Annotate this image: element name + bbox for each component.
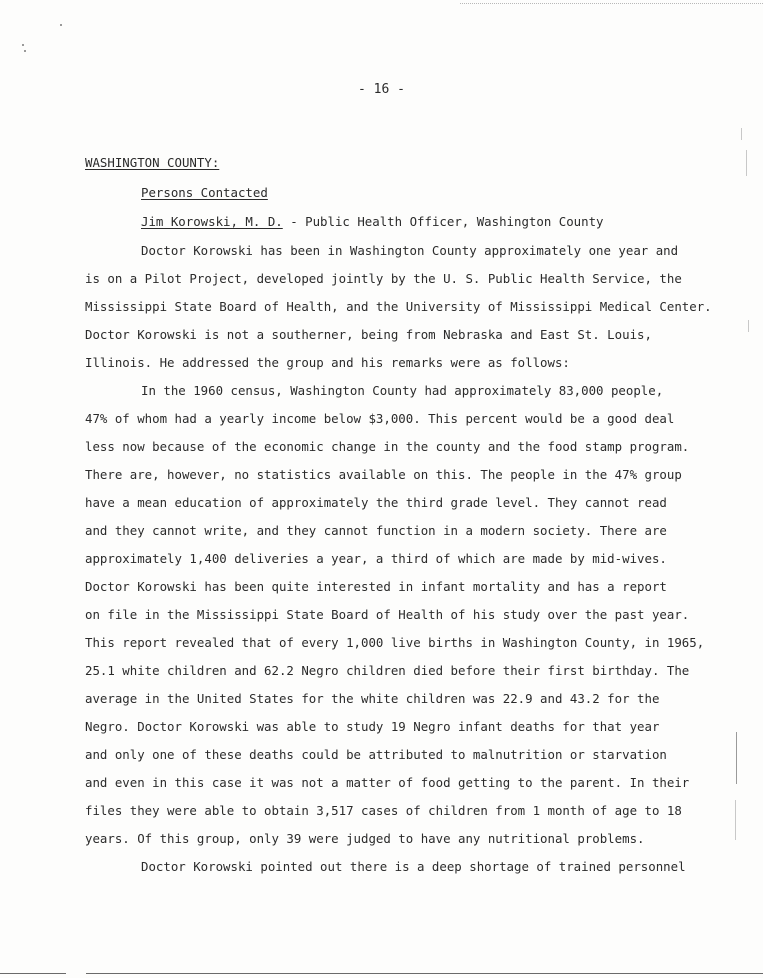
contact-description: - Public Health Officer, Washington County bbox=[282, 214, 604, 229]
body-text bbox=[85, 237, 712, 881]
text-line: on file in the Mississippi State Board of Health of his study over the past year. bbox=[85, 607, 690, 622]
text-line: files they were able to obtain 3,517 cases of children from 1 month of age to 18 bbox=[85, 803, 682, 818]
bottom-rule-left bbox=[0, 973, 66, 974]
text-line: 47% of whom had a yearly income below $3,000. This percent would be a good deal bbox=[85, 411, 675, 426]
section-heading: WASHINGTON COUNTY: bbox=[85, 155, 220, 170]
text-line: and they cannot write, and they cannot function in a modern society. There are bbox=[85, 523, 667, 538]
margin-mark bbox=[746, 150, 747, 176]
contact-line bbox=[141, 214, 604, 230]
text-line: approximately 1,400 deliveries a year, a third of which are made by mid-wives. bbox=[85, 551, 667, 566]
margin-mark bbox=[735, 800, 736, 840]
text-line: Doctor Korowski has been in Washington County approximately one year and bbox=[141, 243, 679, 258]
text-line: This report revealed that of every 1,000 live births in Washington County, in 1965, bbox=[85, 635, 705, 650]
page-number: - 16 - bbox=[358, 82, 405, 97]
text-line: Illinois. He addressed the group and his remarks were as follows: bbox=[85, 355, 570, 370]
text-line: and even in this case it was not a matter of food getting to the parent. In their bbox=[85, 775, 690, 790]
top-edge-dots bbox=[460, 3, 763, 4]
text-line: Doctor Korowski has been quite interested in infant mortality and has a report bbox=[85, 579, 667, 594]
text-line: Negro. Doctor Korowski was able to study 19 Negro infant deaths for that year bbox=[85, 719, 660, 734]
margin-mark bbox=[741, 128, 742, 140]
text-line: Doctor Korowski is not a southerner, being from Nebraska and East St. Louis, bbox=[85, 327, 652, 342]
bottom-rule bbox=[86, 973, 763, 974]
text-line: less now because of the economic change in the county and the food stamp program. bbox=[85, 439, 690, 454]
text-line: Doctor Korowski pointed out there is a deep shortage of trained personnel bbox=[141, 859, 686, 874]
text-line: is on a Pilot Project, developed jointly by the U. S. Public Health Service, the bbox=[85, 271, 682, 286]
margin-mark bbox=[748, 320, 749, 332]
persons-contacted-heading: Persons Contacted bbox=[141, 185, 268, 200]
margin-bar bbox=[736, 732, 737, 784]
text-line: years. Of this group, only 39 were judged to have any nutritional problems. bbox=[85, 831, 645, 846]
text-line: and only one of these deaths could be attributed to malnutrition or starvation bbox=[85, 747, 667, 762]
text-line: have a mean education of approximately the third grade level. They cannot read bbox=[85, 495, 667, 510]
contact-name: Jim Korowski, M. D. bbox=[141, 214, 283, 229]
scan-speck bbox=[60, 24, 62, 26]
text-line: 25.1 white children and 62.2 Negro children died before their first birthday. The bbox=[85, 663, 690, 678]
text-line: Mississippi State Board of Health, and the University of Mississippi Medical Center. bbox=[85, 299, 712, 314]
scan-speck bbox=[22, 44, 24, 46]
scan-speck bbox=[24, 50, 26, 52]
text-line: average in the United States for the white children was 22.9 and 43.2 for the bbox=[85, 691, 660, 706]
text-line: In the 1960 census, Washington County had approximately 83,000 people, bbox=[141, 383, 664, 398]
text-line: There are, however, no statistics available on this. The people in the 47% group bbox=[85, 467, 682, 482]
